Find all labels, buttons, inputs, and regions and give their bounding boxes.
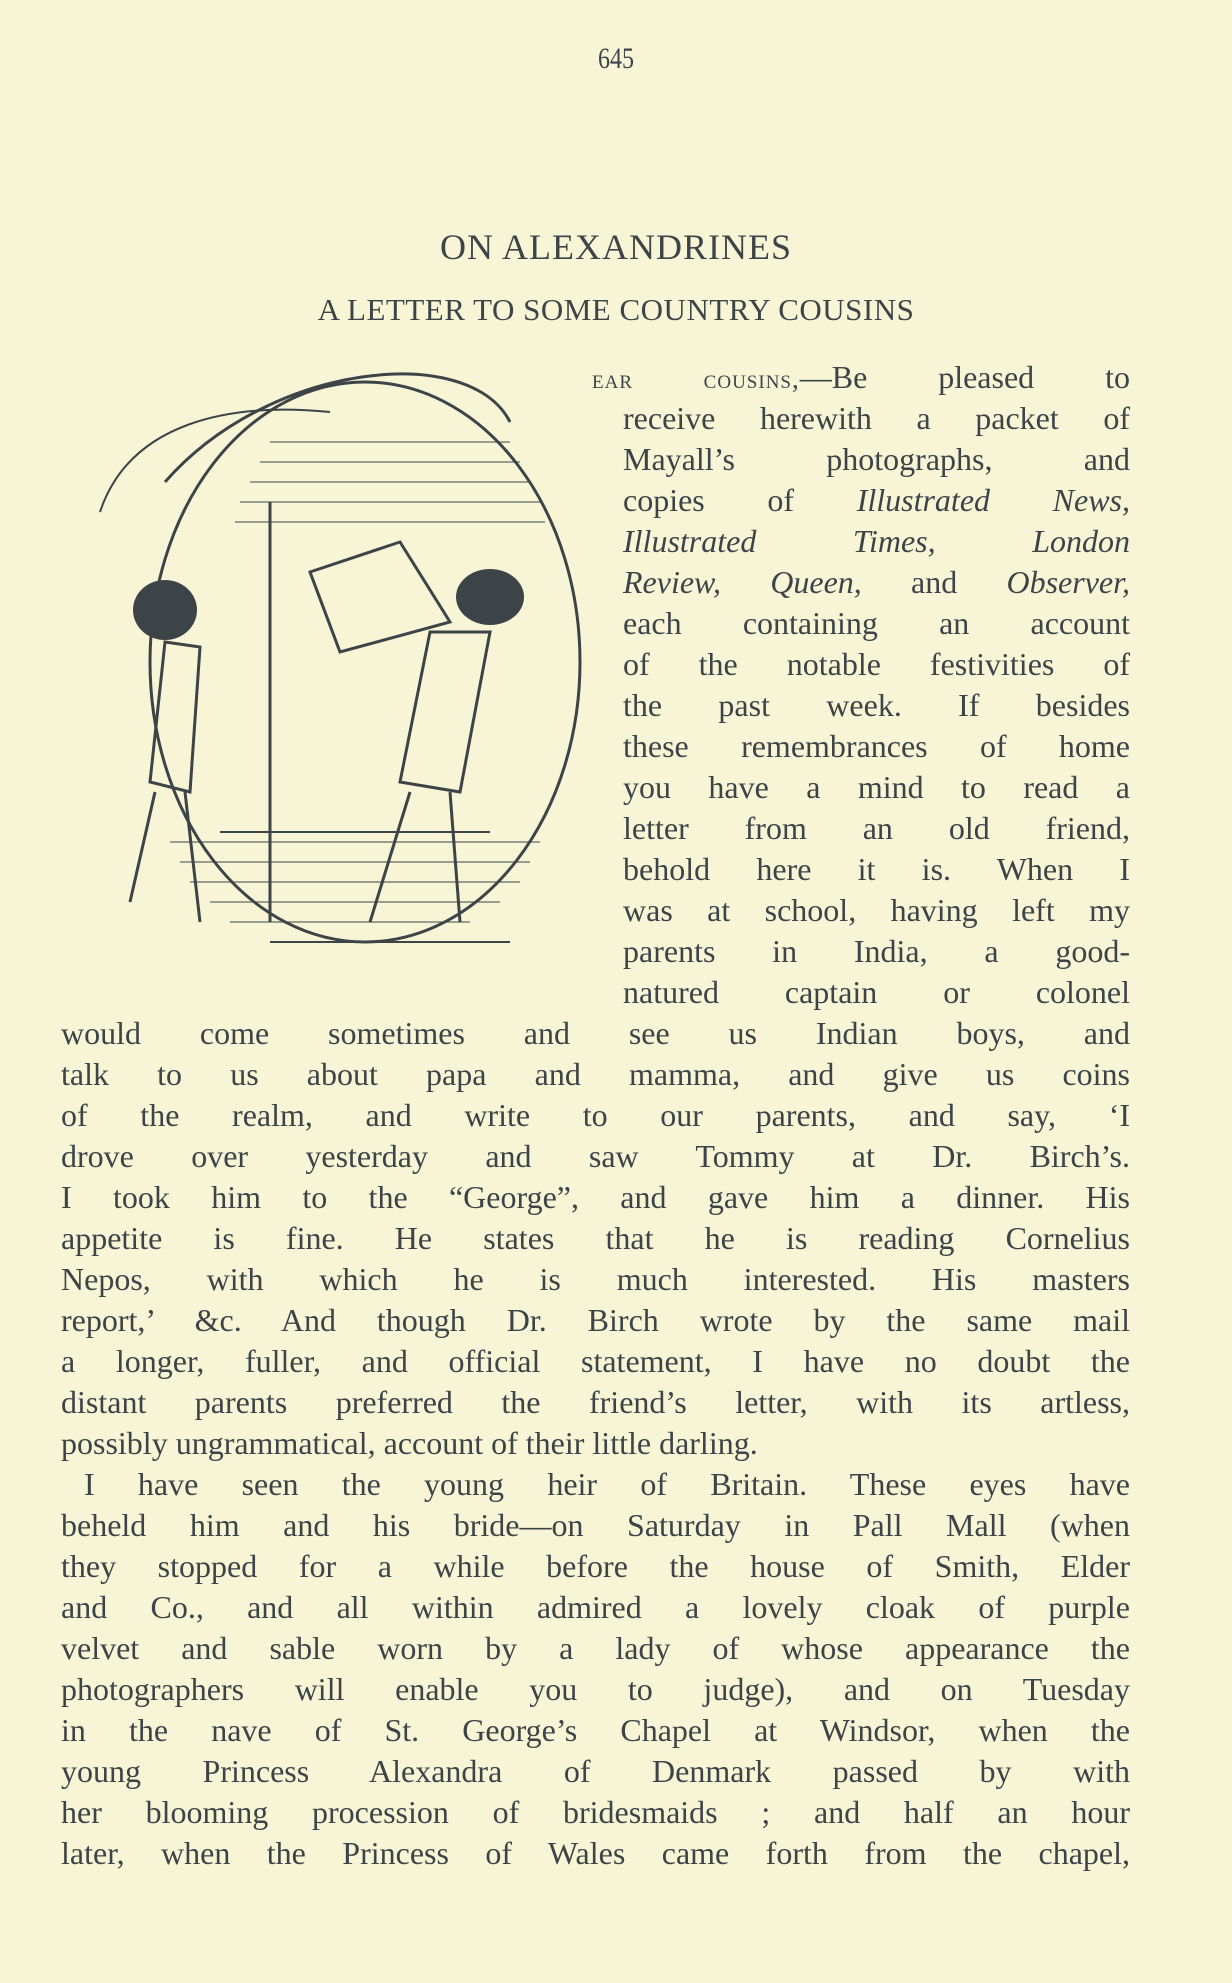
text-line [623,603,1130,644]
chapter-title: ON ALEXANDRINES [440,227,792,267]
text-line [61,1136,1130,1177]
text-line [61,1628,1130,1669]
text-segment: natured captain or colonel [623,974,1130,1010]
text-segment: they stopped for a while before the house of Smith, Elder [61,1548,1130,1584]
text-segment: behold here it is. When I [623,851,1130,887]
chapter-subtitle: A LETTER TO SOME COUNTRY COUSINS [317,292,915,327]
text-segment: of the notable festivities of [623,646,1130,682]
text-segment: report,’ &c. And though Dr. Birch wrote by the same mail [61,1302,1130,1338]
text-segment: later, when the Princess of Wales came forth from the chapel, [61,1835,1130,1871]
text-segment: of the realm, and write to our parents, and say, ‘I [61,1097,1130,1133]
italic-title: Observer, [1006,564,1131,600]
text-line [61,1710,1130,1751]
text-line [592,357,1130,398]
text-segment: young Princess Alexandra of Denmark passed by with [61,1753,1130,1789]
text-line [84,1464,1130,1505]
text-segment: appetite is fine. He states that he is reading Cornelius [61,1220,1130,1256]
text-line [623,398,1130,439]
text-line [623,644,1130,685]
text-segment: Nepos, with which he is much interested. His masters [61,1261,1130,1297]
text-segment: and Co., and all within admired a lovely cloak of purple [61,1589,1130,1625]
text-segment: possibly ungrammatical, account of their little darling. [61,1425,758,1461]
text-line [61,1382,1130,1423]
text-line [61,1341,1130,1382]
text-line [61,1177,1130,1218]
text-line [61,1259,1130,1300]
text-line [61,1587,1130,1628]
text-segment: you have a mind to read a [623,769,1130,805]
text-segment: these remembrances of home [623,728,1130,764]
text-line [623,808,1130,849]
italic-title: Review, Queen, [623,564,862,600]
text-line [61,1669,1130,1710]
text-segment: I have seen the young heir of Britain. These eyes have [84,1466,1130,1502]
text-segment: drove over yesterday and saw Tommy at Dr. Birch’s. [61,1138,1130,1174]
text-segment: I took him to the “George”, and gave him a dinner. His [61,1179,1130,1215]
text-segment: and [861,564,1007,600]
text-segment: would come sometimes and see us Indian boys, and [61,1015,1130,1051]
text-line [61,1013,1130,1054]
text-segment: each containing an account [623,605,1130,641]
text-segment: the past week. If besides [623,687,1130,723]
text-line [61,1423,1130,1464]
text-segment: distant parents preferred the friend’s letter, with its artless, [61,1384,1130,1420]
text-segment: —Be pleased to [799,359,1130,395]
text-segment: was at school, having left my [623,892,1130,928]
text-segment: photographers will enable you to judge), and on Tuesday [61,1671,1130,1707]
italic-title: Illustrated Times, London [623,523,1130,559]
text-line [61,1751,1130,1792]
text-line [61,1095,1130,1136]
italic-title: Illustrated News, [856,482,1130,518]
text-segment: copies of [623,482,857,518]
text-line [623,890,1130,931]
text-segment: letter from an old friend, [623,810,1130,846]
text-line [61,1054,1130,1095]
text-line [61,1833,1130,1874]
text-line [623,562,1130,603]
text-line [623,931,1130,972]
text-segment: receive herewith a packet of [623,400,1130,436]
text-line [623,521,1130,562]
text-line [623,439,1130,480]
text-line [623,685,1130,726]
text-line [623,849,1130,890]
text-line [623,972,1130,1013]
text-segment: ear cousins, [592,364,800,394]
text-line [61,1300,1130,1341]
text-segment: in the nave of St. George’s Chapel at Windsor, when the [61,1712,1130,1748]
text-line [61,1792,1130,1833]
page-number: 645 [598,42,634,75]
text-segment: Mayall’s photographs, and [623,441,1130,477]
text-segment: a longer, fuller, and official statement, I have no doubt the [61,1343,1130,1379]
illustration-children-hoop [70,362,595,977]
text-line [61,1546,1130,1587]
text-segment: parents in India, a good- [623,933,1130,969]
text-segment: beheld him and his bride—on Saturday in Pall Mall (when [61,1507,1130,1543]
text-line [61,1218,1130,1259]
text-segment: talk to us about papa and mamma, and give us coins [61,1056,1130,1092]
text-line [623,480,1130,521]
text-segment: her blooming procession of bridesmaids ; and half an hour [61,1794,1130,1830]
text-segment: velvet and sable worn by a lady of whose appearance the [61,1630,1130,1666]
text-line [623,726,1130,767]
text-line [61,1505,1130,1546]
text-line [623,767,1130,808]
